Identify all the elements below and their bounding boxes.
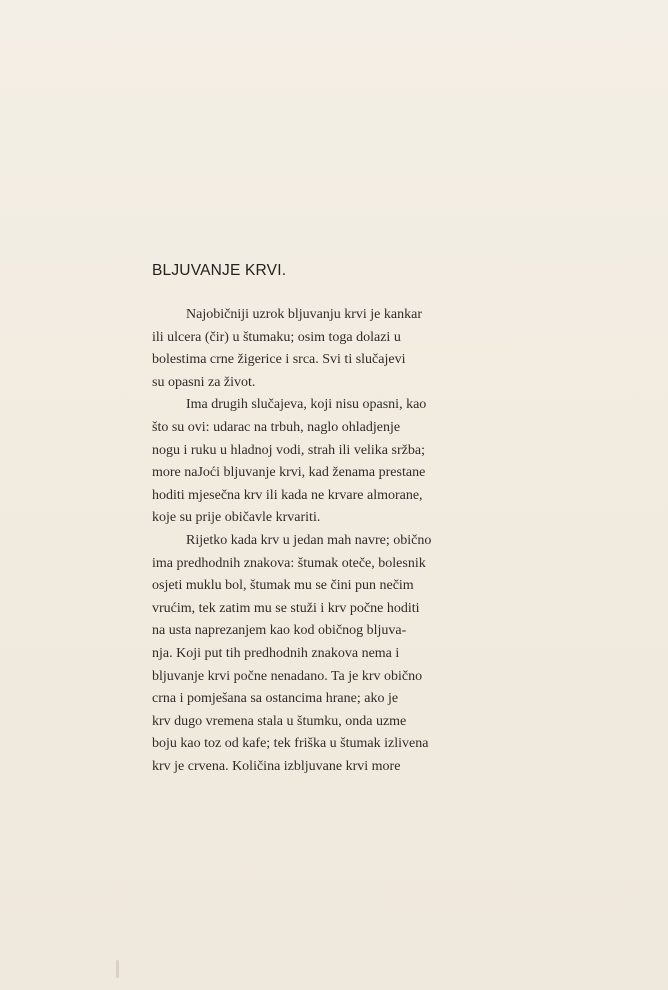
paragraph-line: bljuvanje krvi počne nenadano. Ta je krv obično [152, 668, 423, 684]
paragraph-line: Rijetko kada krv u jedan mah navre; obično [186, 532, 432, 548]
paragraph-line: na usta naprezanjem kao kod običnog bljuva- [152, 623, 407, 639]
paragraph-line: hoditi mjesečna krv ili kada ne krvare almorane, [152, 487, 423, 503]
paragraph-line: Najobičniji uzrok bljuvanju krvi je kankar [186, 307, 422, 322]
paragraph-line: crna i pomješana sa ostancima hrane; ako je [152, 691, 399, 707]
paragraph-line: krv dugo vremena stala u štumku, onda uzme [152, 713, 407, 729]
paragraph-line: ima predhodnih znakova: štumak oteče, bolesnik [152, 555, 426, 571]
paragraph-line: boju kao toz od kafe; tek friška u štumak izlivena [152, 736, 429, 752]
section-heading: BLJUVANJE KRVI. [152, 262, 287, 279]
paragraph-line: ili ulcera (čir) u štumaku; osim toga dolazi u [152, 329, 401, 345]
paragraph-line: more naJoći bljuvanje krvi, kad ženama prestane [152, 465, 426, 481]
paragraph-line: krv je crvena. Količina izbljuvane krvi more [152, 758, 401, 774]
paragraph-line: Ima drugih slučajeva, koji nisu opasni, kao [186, 397, 427, 413]
paragraph-line: vrućim, tek zatim mu se stuži i krv počne hoditi [152, 600, 420, 616]
paragraph-line: bolestima crne žigerice i srca. Svi ti slučajevi [152, 352, 406, 368]
paragraph-3 [152, 530, 538, 779]
paragraph-2 [152, 394, 538, 530]
paragraph-line: nja. Koji put tih predhodnih znakova nema i [152, 645, 400, 661]
paper-speck [116, 960, 119, 978]
paragraph-1 [152, 304, 538, 394]
paragraph-line: su opasni za život. [152, 374, 256, 390]
paragraph-line: nogu i ruku u hladnoj vodi, strah ili velika sržba; [152, 442, 425, 458]
paragraph-line: osjeti muklu bol, štumak mu se čini pun nečim [152, 578, 414, 594]
text-block [152, 262, 538, 778]
paragraph-line: koje su prije običavle krvariti. [152, 510, 321, 526]
paragraph-line: što su ovi: udarac na trbuh, naglo ohladjenje [152, 419, 401, 435]
